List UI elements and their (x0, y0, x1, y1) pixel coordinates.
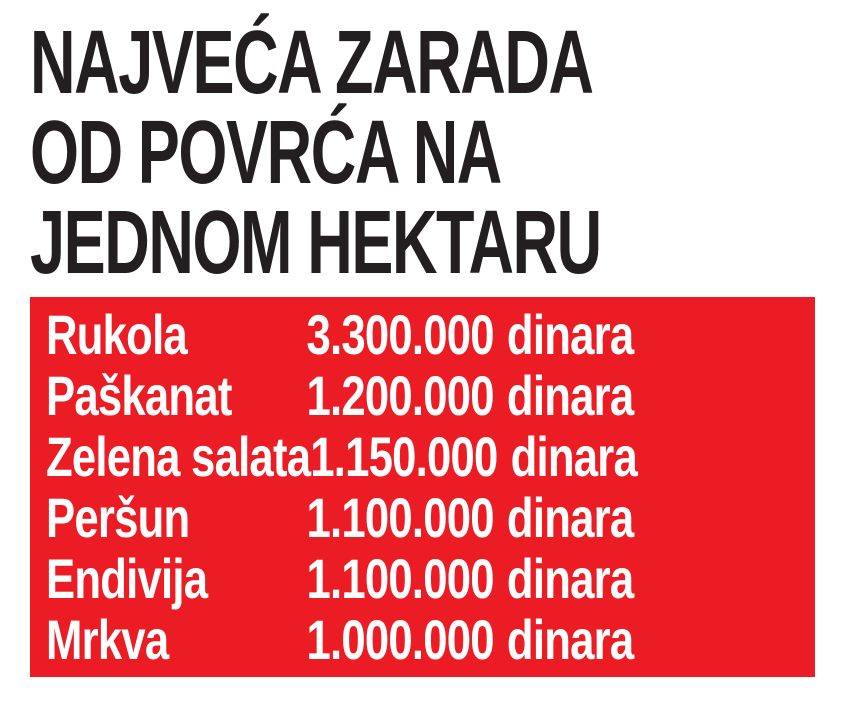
earnings-value (306, 302, 634, 366)
vegetable-name: Paškanat (46, 363, 232, 427)
table-row (46, 304, 799, 365)
amount: 3.300.000 (306, 302, 494, 366)
earnings-value (310, 424, 638, 488)
amount: 1.000.000 (306, 607, 494, 671)
currency-unit: dinara (506, 485, 634, 549)
vegetable-name: Endivija (46, 546, 208, 610)
earnings-value (306, 363, 634, 427)
currency-unit: dinara (510, 424, 638, 488)
vegetable-name: Mrkva (46, 607, 169, 671)
currency-unit: dinara (506, 363, 634, 427)
page-title-line-1: NAJVEĆA ZARADA (30, 13, 593, 113)
amount: 1.150.000 (310, 424, 498, 488)
amount: 1.100.000 (306, 546, 494, 610)
table-row (46, 365, 799, 426)
currency-unit: dinara (506, 546, 634, 610)
vegetable-name: Peršun (46, 485, 190, 549)
vegetable-name: Zelena salata (46, 424, 311, 488)
amount: 1.200.000 (306, 363, 494, 427)
earnings-value (306, 546, 634, 610)
currency-unit: dinara (506, 302, 634, 366)
vegetable-name: Rukola (46, 302, 187, 366)
page-title (30, 13, 845, 293)
table-row (46, 609, 799, 670)
currency-unit: dinara (506, 607, 634, 671)
table-row (46, 548, 799, 609)
earnings-value (306, 485, 634, 549)
earnings-value (306, 607, 634, 671)
page-title-line-3: JEDNOM HEKTARU (30, 193, 601, 293)
table-row (46, 487, 799, 548)
amount: 1.100.000 (306, 485, 494, 549)
page-title-line-2: OD POVRĆA NA (30, 103, 501, 203)
table-row (46, 426, 799, 487)
earnings-table (30, 297, 815, 677)
